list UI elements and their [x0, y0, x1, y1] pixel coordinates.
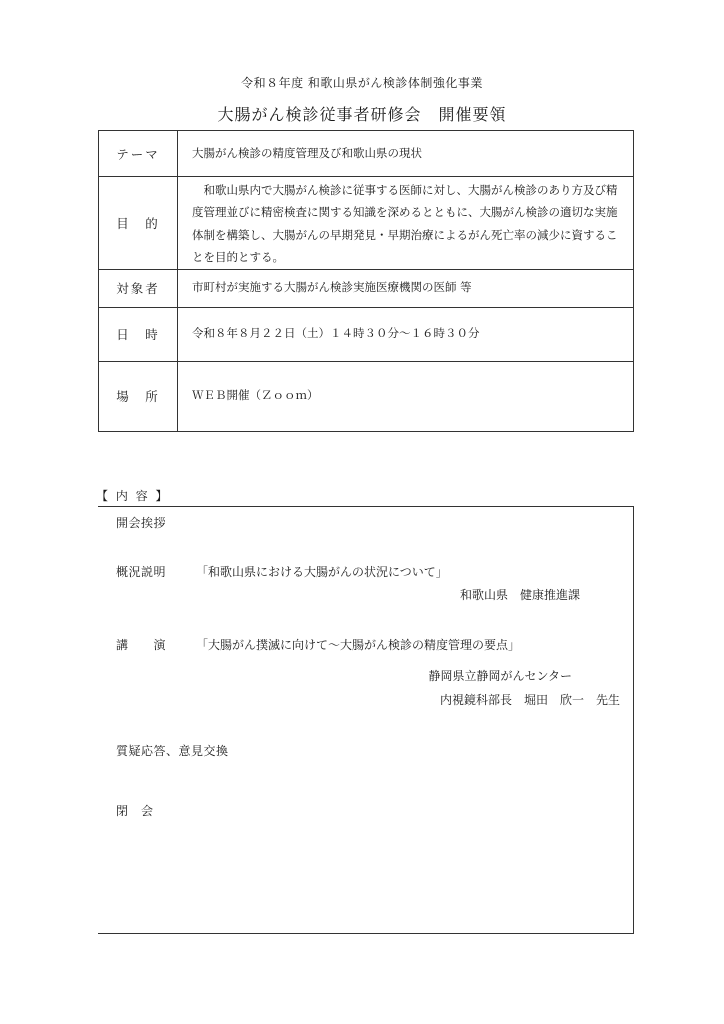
target-label: 対象者 [99, 269, 178, 307]
theme-row [99, 131, 634, 177]
lecture-label: 講 演 [116, 638, 167, 652]
target-value: 市町村が実施する大腸がん検診実施医療機関の医師 等 [178, 269, 634, 307]
purpose-row [99, 177, 634, 270]
lecture-presenter: 内視鏡科部長 堀田 欣一 先生 [439, 693, 620, 707]
lecture-title: 「大腸がん撲滅に向けて～大腸がん検診の精度管理の要点」 [196, 638, 521, 652]
target-row [99, 269, 634, 307]
purpose-value [178, 177, 634, 270]
theme-label: テーマ [99, 131, 178, 177]
opening-remarks: 開会挨拶 [116, 516, 167, 530]
date-label: 日 時 [99, 307, 178, 361]
info-table [98, 130, 634, 432]
purpose-text: 和歌山県内で大腸がん検診に従事する医師に対し、大腸がん検診のあり方及び精度管理並びに精密検査に関する知識を深めるとともに、大腸がん検診の適切な実施体制を構築し、大腸がんの早期発見・早期治療によるがん死亡率の減少に資することを目的とする。 [192, 183, 618, 265]
theme-value: 大腸がん検診の精度管理及び和歌山県の現状 [178, 131, 634, 177]
purpose-label: 目 的 [99, 177, 178, 270]
date-row [99, 307, 634, 361]
overview-title: 「和歌山県における大腸がんの状況について」 [196, 565, 448, 579]
contents-heading: 【 内 容 】 [96, 489, 170, 503]
closing: 閉 会 [116, 804, 154, 818]
place-label: 場 所 [99, 361, 178, 431]
pre-title: 令和８年度 和歌山県がん検診体制強化事業 [241, 76, 483, 90]
qa-session: 質疑応答、意見交換 [116, 744, 229, 758]
place-value: ＷＥＢ開催（Ｚｏｏｍ） [178, 361, 634, 431]
document-title: 大腸がん検診従事者研修会 開催要領 [217, 105, 507, 124]
lecture-affiliation: 静岡県立静岡がんセンター [428, 669, 572, 683]
date-value: 令和８年８月２２日（土）１４時３０分～１６時３０分 [178, 307, 634, 361]
overview-label: 概況説明 [116, 565, 167, 579]
overview-presenter: 和歌山県 健康推進課 [459, 588, 580, 602]
place-row [99, 361, 634, 431]
